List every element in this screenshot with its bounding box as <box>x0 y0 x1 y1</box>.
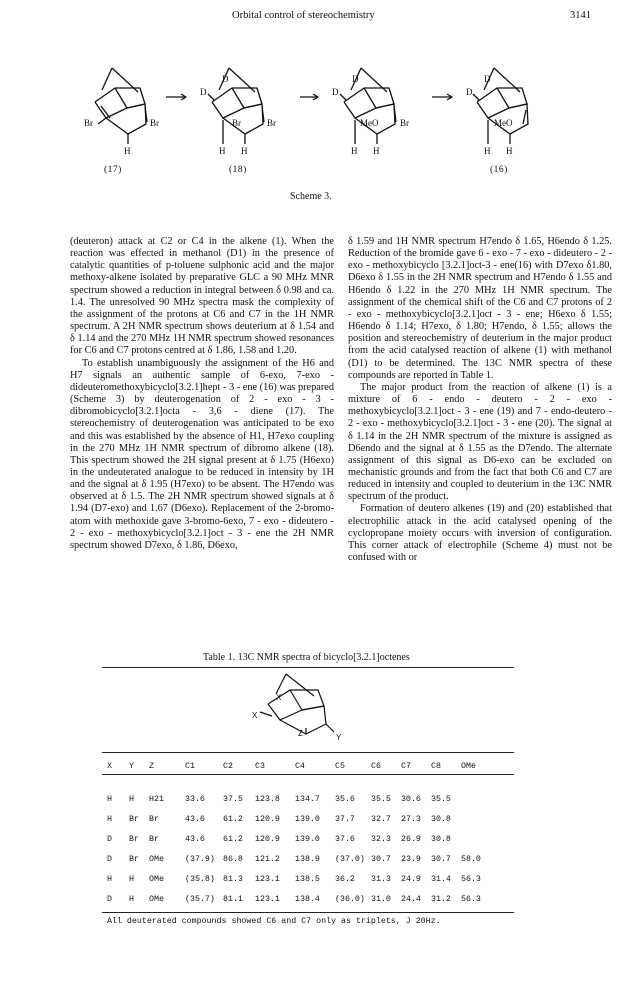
cell: H <box>129 894 134 904</box>
cell: H21 <box>149 794 164 804</box>
compound-18-structure <box>208 68 264 144</box>
atom-label: D <box>466 87 473 97</box>
cell: 31.2 <box>431 894 451 904</box>
cell: OMe <box>149 854 164 864</box>
atom-label: Br <box>232 118 241 128</box>
cell: 35.5 <box>371 794 391 804</box>
cell: 120.9 <box>255 834 280 844</box>
table-row <box>107 809 491 829</box>
cell: 43.6 <box>185 814 205 824</box>
table-structure <box>240 672 360 744</box>
cell: 61.2 <box>223 814 243 824</box>
col-header: C3 <box>255 761 265 771</box>
compound-intermediate-structure <box>340 68 396 144</box>
compound-label-16: (16) <box>490 165 508 175</box>
cell: 86.8 <box>223 854 243 864</box>
cell: 31.3 <box>371 874 391 884</box>
paragraph: To establish unambiguously the assignment of the H6 and H7 signals an authentic sample of 6-exo, 7-exo - dideuteromethoxybicyclo[3.2.1]hept - 3 - ene (16) was prepared (Scheme 3) by deuterogenation of 2 - exo - 3 - dibromobicyclo[3.2.1]octa - 3,6 - diene (17). The stereochemistry of deuterogenation was anticipated to be exo and this was established by the absence of H1, H7exo coupling in the 270 MHz 1H NMR spectrum of dibromo alkene (18). This spectrum showed the 2H signal present at δ 1.75 (H6exo) in the undeuterated analogue to be reduced in intensity by 1H and the signal at δ 1.95 (H7exo) to be absent. The H7endo was observed at δ 1.5. The 2H NMR spectrum showed signals at δ 1.94 (D7-exo) and 1.67 (D6exo). Replacement of the 2-bromo-atom with methoxide gave 3-bromo-6exo, 7 - exo - dideutero - 2 - exo - methoxybicyclo[3.2.1]oct - 3 - ene the 2H NMR spectrum showed D7exo, δ 1.86, D6exo, <box>70 357 334 551</box>
col-header: C4 <box>295 761 305 771</box>
cell: Br <box>129 854 139 864</box>
cell <box>461 789 491 809</box>
cell: 32.7 <box>371 814 391 824</box>
cell: 35.5 <box>431 794 451 804</box>
cell: 32.3 <box>371 834 391 844</box>
cell: 138.5 <box>295 874 320 884</box>
cell: 139.0 <box>295 814 320 824</box>
cell: OMe <box>149 874 164 884</box>
cell: 26.9 <box>401 834 421 844</box>
paragraph: (deuteron) attack at C2 or C4 in the alkene (1). When the reaction was effected in methanol (D1) in the presence of catalytic quantities of p-toluene sulphonic acid and the major methoxy-alkene isolated by preparative GLC a 90 MHz MNR spectrum showed a reduction in integral between δ 0.98 and ca. 1.4. The unresolved 90 MHz spectra mask the complexity of the assignment of the protons at C6 and C7 in the 1H NMR spectrum. A 2H NMR spectrum shows deuterium at δ 1.54 and δ 1.14 and the 270 MHz 1H NMR spectrum showed resonances for C6 and C7 protons centred at δ 1.86, 1.58 and 1.20. <box>70 236 334 357</box>
cell: Br <box>129 834 139 844</box>
cell: 58.0 <box>461 854 481 864</box>
cell: 35.6 <box>335 794 355 804</box>
atom-label: D <box>222 74 229 84</box>
cell: 81.3 <box>223 874 243 884</box>
cell: 56.3 <box>461 894 481 904</box>
cell: D <box>107 854 112 864</box>
atom-label: H <box>484 146 491 156</box>
paragraph: Formation of deutero alkenes (19) and (20) established that electrophilic attack in the acid catalysed opening of the cyclopropane moiety occurs with inversion of configuration. This corner attack of electrophile (Scheme 4) must not be confused with or <box>348 503 612 564</box>
cell: 56.3 <box>461 874 481 884</box>
cell: 121.2 <box>255 854 280 864</box>
cell: H <box>107 794 112 804</box>
paragraph: δ 1.59 and 1H NMR spectrum H7endo δ 1.65, H6endo δ 1.25. Reduction of the bromide gave 6 - exo - 7 - exo - dideutero - 2 - exo - methoxybicyclo [3.2.1]oct-3 - ene(16) with D7exo δ1.80, D6exo δ 1.55 in the 2H NMR spectrum and H7endo δ 1.55 and H6endo δ 1.22 in the 270 MHz 1H NMR spectrum. The assignment of the chemical shift of the C6 and C7 protons of 2 - exo - methoxybicyclo[3.2.1]oct - 3 - ene; H6exo δ 1.55; H6endo δ 1.14; H7exo, δ 1.80; H7endo, δ 1.55; allows the position and stereochemistry of deuterium in the major product from the acid catalysed reaction of alkene (1) with methanol (D1) to be determined. The 13C NMR spectra of these compounds are reported in Table 1. <box>348 236 612 381</box>
structure-label-x: X <box>252 711 258 720</box>
cell: 30.6 <box>401 794 421 804</box>
cell: 61.2 <box>223 834 243 844</box>
table-caption: Table 1. 13C NMR spectra of bicyclo[3.2.1]octenes <box>203 652 410 663</box>
body-column-left <box>70 236 334 552</box>
col-header: X <box>107 761 112 771</box>
cell: H <box>107 874 112 884</box>
cell: 36.2 <box>335 874 355 884</box>
table-bottom-rule <box>102 912 514 913</box>
scheme-caption: Scheme 3. <box>290 191 332 202</box>
table-top-rule <box>102 667 514 668</box>
running-title: Orbital control of stereochemistry <box>232 10 375 21</box>
atom-label: Br <box>150 118 159 128</box>
structure-label-y: Y <box>336 733 342 742</box>
col-header: OMe <box>461 761 476 771</box>
col-header: Y <box>129 761 134 771</box>
table-row <box>107 869 491 889</box>
col-header: C6 <box>371 761 381 771</box>
cell: (35.8) <box>185 874 215 884</box>
col-header: C8 <box>431 761 441 771</box>
col-header: C2 <box>223 761 233 771</box>
atom-label: D <box>200 87 207 97</box>
atom-label: MeO <box>360 118 379 128</box>
compound-17-structure <box>95 68 147 144</box>
cell: (37.0) <box>335 854 365 864</box>
body-column-right <box>348 236 612 564</box>
cell: 27.3 <box>401 814 421 824</box>
atom-label: Br <box>84 118 93 128</box>
cell: 33.6 <box>185 794 205 804</box>
compound-label-18: (18) <box>229 165 247 175</box>
cell: 30.7 <box>431 854 451 864</box>
paragraph: The major product from the reaction of alkene (1) is a mixture of 6 - endo - deutero - 2 - exo - methoxybicyclo[3.2.1]oct - 3 - ene (19) and 7 - endo-deutero - 2 - exo - methoxybicyclo[3.2.1]oct - 3 - ene (20). The signal at δ 1.14 in the 2H NMR spectrum of the mixture is assigned as D6endo and the signal at δ 1.55 as the D7endo. The alternate assignment of this signal as D6-exo can be excluded on mechanistic grounds and from the fact that both C6 and C7 are reduced in intensity and coupled to deuterium in the 13C NMR spectrum of the product. <box>348 381 612 503</box>
cell: 134.7 <box>295 794 320 804</box>
col-header: C1 <box>185 761 195 771</box>
cell: 123.8 <box>255 794 280 804</box>
atom-label: H <box>373 146 380 156</box>
cell <box>461 809 491 829</box>
col-header: C5 <box>335 761 345 771</box>
cell: 37.5 <box>223 794 243 804</box>
compound-16-structure <box>473 68 528 144</box>
atom-label: H <box>124 146 131 156</box>
cell: 123.1 <box>255 874 280 884</box>
cell: 24.4 <box>401 894 421 904</box>
nmr-table <box>107 757 491 909</box>
cell: Br <box>129 814 139 824</box>
table-row <box>107 789 491 809</box>
cell: 31.4 <box>431 874 451 884</box>
cell: (35.7) <box>185 894 215 904</box>
cell: 31.0 <box>371 894 391 904</box>
cell: 123.1 <box>255 894 280 904</box>
cell: OMe <box>149 894 164 904</box>
cell <box>461 829 491 849</box>
table-header-rule-top <box>102 752 514 753</box>
atom-label: H <box>219 146 226 156</box>
cell: D <box>107 834 112 844</box>
compound-label-17: (17) <box>104 165 122 175</box>
atom-label: Br <box>400 118 409 128</box>
atom-label: H <box>351 146 358 156</box>
cell: (36.0) <box>335 894 365 904</box>
table-row <box>107 849 491 869</box>
atom-label: D <box>352 74 359 84</box>
atom-label: H <box>506 146 513 156</box>
col-header: C7 <box>401 761 411 771</box>
cell: D <box>107 894 112 904</box>
cell: 37.7 <box>335 814 355 824</box>
atom-label: Br <box>267 118 276 128</box>
cell: 120.9 <box>255 814 280 824</box>
cell: 139.0 <box>295 834 320 844</box>
cell: (37.9) <box>185 854 215 864</box>
atom-label: MeO <box>494 118 513 128</box>
col-header: Z <box>149 761 154 771</box>
table-row <box>107 829 491 849</box>
cell: 37.6 <box>335 834 355 844</box>
table-footnote: All deuterated compounds showed C6 and C7 only as triplets, J 20Hz. <box>107 917 441 926</box>
page-number: 3141 <box>570 10 591 21</box>
cell: 23.9 <box>401 854 421 864</box>
cell: 43.6 <box>185 834 205 844</box>
cell: 138.4 <box>295 894 320 904</box>
atom-label: H <box>241 146 248 156</box>
atom-label: D <box>332 87 339 97</box>
cell: 138.9 <box>295 854 320 864</box>
table-header-row <box>107 757 491 775</box>
cell: 30.8 <box>431 814 451 824</box>
cell: Br <box>149 814 159 824</box>
structure-label-z: Z <box>298 729 303 738</box>
scheme-3-structures <box>0 50 624 185</box>
cell: H <box>107 814 112 824</box>
cell: 81.1 <box>223 894 243 904</box>
table-header-rule-bottom <box>102 774 514 775</box>
table-row <box>107 889 491 909</box>
cell: 24.9 <box>401 874 421 884</box>
cell: H <box>129 794 134 804</box>
atom-label: D <box>484 74 491 84</box>
cell: Br <box>149 834 159 844</box>
cell: 30.8 <box>431 834 451 844</box>
cell: 30.7 <box>371 854 391 864</box>
cell: H <box>129 874 134 884</box>
structure-label-x: X <box>276 693 282 702</box>
